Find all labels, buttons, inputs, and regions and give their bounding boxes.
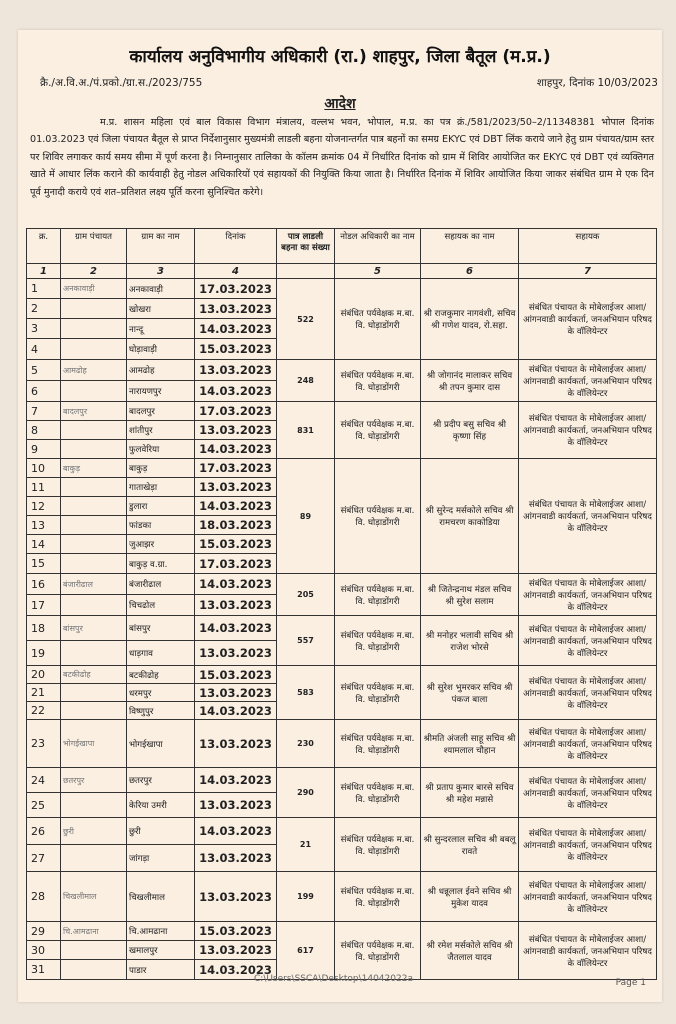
camp-date: 13.03.2023 (195, 872, 277, 922)
assistant-support: संबंधित पंचायत के मोबेलाईजर आशा/आंगनवाडी कार्यकर्ता, जनअभियान परिषद के वॉलियेन्टर (519, 459, 657, 574)
camp-date: 14.03.2023 (195, 440, 277, 459)
camp-date: 15.03.2023 (195, 922, 277, 941)
village-name: डुलारा (127, 497, 195, 516)
camp-date: 14.03.2023 (195, 381, 277, 402)
gram-panchayat (61, 535, 127, 554)
village-name: बंजारीढाल (127, 574, 195, 595)
camp-date: 13.03.2023 (195, 941, 277, 960)
village-name: अनकावाड़ी (127, 279, 195, 299)
serial-number: 16 (27, 574, 61, 595)
serial-number: 2 (27, 299, 61, 319)
camp-schedule-table (26, 228, 657, 980)
column-header: सहायक (519, 229, 657, 264)
nodal-officer: संबंधित पर्यवेक्षक म.बा. वि. घोड़ाडोंगरी (335, 360, 421, 402)
assistant-name: श्री सुरेन्द मर्सकोले सचिव श्री रामचरण काकोडिया (421, 459, 519, 574)
serial-number: 11 (27, 478, 61, 497)
assistant-support: संबंधित पंचायत के मोबेलाईजर आशा/आंगनवाडी कार्यकर्ता, जनअभियान परिषद के वॉलियेन्टर (519, 402, 657, 459)
table-row (27, 818, 657, 845)
camp-date: 13.03.2023 (195, 360, 277, 381)
camp-date: 17.03.2023 (195, 554, 277, 574)
camp-date: 13.03.2023 (195, 478, 277, 497)
village-name: धरमपुर (127, 684, 195, 702)
eligible-count: 230 (277, 720, 335, 768)
camp-date: 15.03.2023 (195, 666, 277, 684)
gram-panchayat (61, 702, 127, 720)
column-number: 1 (27, 264, 61, 279)
village-name: भोगईखापा (127, 720, 195, 768)
table-row (27, 922, 657, 941)
nodal-officer: संबंधित पर्यवेक्षक म.बा. वि. घोड़ाडोंगरी (335, 720, 421, 768)
village-name: केरिया उमरी (127, 793, 195, 818)
column-number: 2 (61, 264, 127, 279)
village-name: छतरपुर (127, 768, 195, 793)
camp-date: 17.03.2023 (195, 459, 277, 478)
serial-number: 22 (27, 702, 61, 720)
serial-number: 6 (27, 381, 61, 402)
serial-number: 29 (27, 922, 61, 941)
table-row (27, 616, 657, 641)
assistant-name: श्रीमति अंजली साहू सचिव श्री श्यामलाल चौहान (421, 720, 519, 768)
village-name: घोड़ावाड़ी (127, 339, 195, 360)
serial-number: 30 (27, 941, 61, 960)
camp-date: 13.03.2023 (195, 845, 277, 872)
assistant-name: श्री सुन्दरलाल सचिव श्री बबलू रावते (421, 818, 519, 872)
serial-number: 14 (27, 535, 61, 554)
village-name: फुलवेरिया (127, 440, 195, 459)
nodal-officer: संबंधित पर्यवेक्षक म.बा. वि. घोड़ाडोंगरी (335, 768, 421, 818)
gram-panchayat (61, 381, 127, 402)
nodal-officer: संबंधित पर्यवेक्षक म.बा. वि. घोड़ाडोंगरी (335, 818, 421, 872)
assistant-support: संबंधित पंचायत के मोबेलाईजर आशा/आंगनवाडी कार्यकर्ता, जनअभियान परिषद के वॉलियेन्टर (519, 360, 657, 402)
gram-panchayat (61, 595, 127, 616)
table-row (27, 360, 657, 381)
gram-panchayat: अनकावाड़ी (61, 279, 127, 299)
eligible-count: 205 (277, 574, 335, 616)
serial-number: 23 (27, 720, 61, 768)
serial-number: 15 (27, 554, 61, 574)
gram-panchayat: भोगईखापा (61, 720, 127, 768)
serial-number: 31 (27, 960, 61, 980)
serial-number: 12 (27, 497, 61, 516)
village-name: जांगड़ा (127, 845, 195, 872)
camp-date: 13.03.2023 (195, 684, 277, 702)
nodal-officer: संबंधित पर्यवेक्षक म.बा. वि. घोड़ाडोंगरी (335, 616, 421, 666)
gram-panchayat (61, 319, 127, 339)
gram-panchayat (61, 339, 127, 360)
gram-panchayat (61, 845, 127, 872)
document-page (18, 30, 662, 1002)
serial-number: 13 (27, 516, 61, 535)
reference-number: क्रै./अ.वि.अ./पं.प्रको./ग्रा.स./2023/755 (40, 77, 203, 89)
table-body (27, 279, 657, 980)
village-name: बादलपुर (127, 402, 195, 421)
table-row (27, 666, 657, 684)
village-name: नारायणपुर (127, 381, 195, 402)
table-row (27, 872, 657, 922)
column-header: सहायक का नाम (421, 229, 519, 264)
gram-panchayat (61, 516, 127, 535)
assistant-name: श्री धन्नूलाल ईवने सचिव श्री मुकेश यादव (421, 872, 519, 922)
camp-date: 14.03.2023 (195, 319, 277, 339)
camp-date: 13.03.2023 (195, 793, 277, 818)
assistant-name: श्री राजकुमार नागवंशी, सचिव श्री गणेश यादव, रो.सहा. (421, 279, 519, 360)
gram-panchayat (61, 960, 127, 980)
village-name: विष्णुपुर (127, 702, 195, 720)
serial-number: 26 (27, 818, 61, 845)
eligible-count: 290 (277, 768, 335, 818)
serial-number: 17 (27, 595, 61, 616)
serial-number: 1 (27, 279, 61, 299)
assistant-support: संबंधित पंचायत के मोबेलाईजर आशा/आंगनवाडी कार्यकर्ता, जनअभियान परिषद के वॉलियेन्टर (519, 279, 657, 360)
eligible-count: 831 (277, 402, 335, 459)
gram-panchayat: चिखलीमाल (61, 872, 127, 922)
serial-number: 28 (27, 872, 61, 922)
eligible-count: 199 (277, 872, 335, 922)
gram-panchayat (61, 793, 127, 818)
table-row (27, 459, 657, 478)
village-name: खोखरा (127, 299, 195, 319)
serial-number: 10 (27, 459, 61, 478)
village-name: चिचढोल (127, 595, 195, 616)
village-name: बटकीढोह (127, 666, 195, 684)
gram-panchayat: बंजारीढाल (61, 574, 127, 595)
assistant-name: श्री रमेश मर्सकोले सचिव श्री जैतलाल यादव (421, 922, 519, 980)
assistant-support: संबंधित पंचायत के मोबेलाईजर आशा/आंगनवाडी कार्यकर्ता, जनअभियान परिषद के वॉलियेन्टर (519, 922, 657, 980)
serial-number: 21 (27, 684, 61, 702)
table-row (27, 402, 657, 421)
column-number: 6 (421, 264, 519, 279)
column-number (277, 264, 335, 279)
camp-date: 14.03.2023 (195, 960, 277, 980)
assistant-name: श्री जोगानंद मालाकर सचिव श्री तपन कुमार दास (421, 360, 519, 402)
gram-panchayat: बादलपुर (61, 402, 127, 421)
column-header: ग्राम पंचायत (61, 229, 127, 264)
assistant-name: श्री सुरेश भुमरकर सचिव श्री पंकज बाला (421, 666, 519, 720)
village-name: नान्दू (127, 319, 195, 339)
eligible-count: 617 (277, 922, 335, 980)
nodal-officer: संबंधित पर्यवेक्षक म.बा. वि. घोड़ाडोंगरी (335, 279, 421, 360)
camp-date: 14.03.2023 (195, 768, 277, 793)
eligible-count: 522 (277, 279, 335, 360)
village-name: धाड़गाव (127, 641, 195, 666)
gram-panchayat (61, 641, 127, 666)
serial-number: 20 (27, 666, 61, 684)
gram-panchayat: छुरी (61, 818, 127, 845)
serial-number: 8 (27, 421, 61, 440)
serial-number: 4 (27, 339, 61, 360)
village-name: जुआझर (127, 535, 195, 554)
column-header: नोडल अधिकारी का नाम (335, 229, 421, 264)
camp-date: 17.03.2023 (195, 279, 277, 299)
village-name: बांसपुर (127, 616, 195, 641)
camp-date: 15.03.2023 (195, 535, 277, 554)
assistant-name: श्री प्रताप कुमार बारसे सचिव श्री महेश मन्नासे (421, 768, 519, 818)
camp-date: 18.03.2023 (195, 516, 277, 535)
camp-date: 13.03.2023 (195, 299, 277, 319)
gram-panchayat (61, 497, 127, 516)
nodal-officer: संबंधित पर्यवेक्षक म.बा. वि. घोड़ाडोंगरी (335, 574, 421, 616)
column-header: क्र. (27, 229, 61, 264)
village-name: चि.आमढाना (127, 922, 195, 941)
assistant-support: संबंधित पंचायत के मोबेलाईजर आशा/आंगनवाडी कार्यकर्ता, जनअभियान परिषद के वॉलियेन्टर (519, 574, 657, 616)
camp-date: 14.03.2023 (195, 702, 277, 720)
serial-number: 7 (27, 402, 61, 421)
camp-date: 14.03.2023 (195, 497, 277, 516)
order-heading: आदेश (324, 96, 356, 112)
column-number: 7 (519, 264, 657, 279)
gram-panchayat: छतरपुर (61, 768, 127, 793)
camp-date: 14.03.2023 (195, 574, 277, 595)
eligible-count: 557 (277, 616, 335, 666)
village-name: बाकुड़ (127, 459, 195, 478)
page-number: Page 1 (615, 978, 646, 988)
table-row (27, 279, 657, 299)
village-name: आमढोह (127, 360, 195, 381)
assistant-name: श्री मनोहर भलावी सचिव श्री राजेश भोरसे (421, 616, 519, 666)
serial-number: 19 (27, 641, 61, 666)
assistant-support: संबंधित पंचायत के मोबेलाईजर आशा/आंगनवाडी कार्यकर्ता, जनअभियान परिषद के वॉलियेन्टर (519, 768, 657, 818)
camp-date: 14.03.2023 (195, 818, 277, 845)
serial-number: 3 (27, 319, 61, 339)
gram-panchayat (61, 440, 127, 459)
eligible-count: 21 (277, 818, 335, 872)
serial-number: 24 (27, 768, 61, 793)
assistant-support: संबंधित पंचायत के मोबेलाईजर आशा/आंगनवाडी कार्यकर्ता, जनअभियान परिषद के वॉलियेन्टर (519, 666, 657, 720)
nodal-officer: संबंधित पर्यवेक्षक म.बा. वि. घोड़ाडोंगरी (335, 666, 421, 720)
village-name: चिखलीमाल (127, 872, 195, 922)
column-number-row (27, 264, 657, 279)
assistant-name: श्री जितेन्द्रनाथ मंडल सचिव श्री सुरेश सलाम (421, 574, 519, 616)
column-header: दिनांक (195, 229, 277, 264)
village-name: पाडार (127, 960, 195, 980)
camp-date: 13.03.2023 (195, 641, 277, 666)
nodal-officer: संबंधित पर्यवेक्षक म.बा. वि. घोड़ाडोंगरी (335, 402, 421, 459)
gram-panchayat (61, 684, 127, 702)
camp-date: 15.03.2023 (195, 339, 277, 360)
serial-number: 18 (27, 616, 61, 641)
village-name: फांडका (127, 516, 195, 535)
office-title: कार्यालय अनुविभागीय अधिकारी (रा.) शाहपुर, जिला बैतूल (म.प्र.) (129, 47, 551, 67)
column-number: 3 (127, 264, 195, 279)
table-row (27, 768, 657, 793)
table-row (27, 574, 657, 595)
gram-panchayat: आमढोह (61, 360, 127, 381)
order-paragraph: म.प्र. शासन महिला एवं बाल विकास विभाग मंत्रालय, वल्लभ भवन, भोपाल, म.प्र. का पत्र क्रं./581/2023/50–2/11348381 भोपाल दिनांक 01.03.2023 एवं जिला पंचायत बैतूल से प्राप्त निर्देशानुसार मुख्यमंत्री लाडली बहना योजनान्तर्गत पात्र बहनों का समग्र EKYC एवं DBT लिंक कराये जाने हेतु ग्राम पंचायत/ग्राम स्तर पर शिविर लगाकर कार्य समय सीमा में पूर्ण करना है। निम्नानुसार तालिका के कॉलम क्रमांक 04 में निर्धारित दिनांक को ग्राम में शिविर आयोजित कर EKYC एवं DBT एवं व्यक्तिगत खाते में आधार लिंक कराने की कार्यवाही हेतु नोडल अधिकारियों एवं सहायकों की नियुक्ति किया जाता है। निर्धारित दिनांक में शिविर आयोजित किया जाकर संबंधित ग्राम मे एक दिन पूर्व मुनादी कराये एवं शत–प्रतिशत लक्ष्य पूर्ति करना सुनिश्चित करेगे। (30, 117, 654, 198)
gram-panchayat (61, 554, 127, 574)
camp-date: 13.03.2023 (195, 720, 277, 768)
gram-panchayat (61, 941, 127, 960)
gram-panchayat: बांसपुर (61, 616, 127, 641)
column-header: पात्र लाडली बहना का संख्या (277, 229, 335, 264)
assistant-support: संबंधित पंचायत के मोबेलाईजर आशा/आंगनवाडी कार्यकर्ता, जनअभियान परिषद के वॉलियेन्टर (519, 720, 657, 768)
gram-panchayat: चि.आमढाना (61, 922, 127, 941)
camp-date: 17.03.2023 (195, 402, 277, 421)
serial-number: 9 (27, 440, 61, 459)
assistant-support: संबंधित पंचायत के मोबेलाईजर आशा/आंगनवाडी कार्यकर्ता, जनअभियान परिषद के वॉलियेन्टर (519, 616, 657, 666)
village-name: गाताखेड़ा (127, 478, 195, 497)
nodal-officer: संबंधित पर्यवेक्षक म.बा. वि. घोड़ाडोंगरी (335, 459, 421, 574)
serial-number: 5 (27, 360, 61, 381)
gram-panchayat: बटकीढोह (61, 666, 127, 684)
village-name: छुरी (127, 818, 195, 845)
nodal-officer: संबंधित पर्यवेक्षक म.बा. वि. घोड़ाडोंगरी (335, 922, 421, 980)
table-row (27, 720, 657, 768)
eligible-count: 583 (277, 666, 335, 720)
table-header-row (27, 229, 657, 264)
gram-panchayat (61, 421, 127, 440)
nodal-officer: संबंधित पर्यवेक्षक म.बा. वि. घोड़ाडोंगरी (335, 872, 421, 922)
camp-date: 14.03.2023 (195, 616, 277, 641)
assistant-support: संबंधित पंचायत के मोबेलाईजर आशा/आंगनवाडी कार्यकर्ता, जनअभियान परिषद के वॉलियेन्टर (519, 872, 657, 922)
column-header: ग्राम का नाम (127, 229, 195, 264)
camp-date: 13.03.2023 (195, 421, 277, 440)
village-name: बाकुड़ व.ग्रा. (127, 554, 195, 574)
gram-panchayat: बाकुड़ (61, 459, 127, 478)
assistant-name: श्री प्रदीप बसु सचिव श्री कृष्णा सिंह (421, 402, 519, 459)
village-name: खमालपुर (127, 941, 195, 960)
eligible-count: 89 (277, 459, 335, 574)
gram-panchayat (61, 478, 127, 497)
serial-number: 25 (27, 793, 61, 818)
assistant-support: संबंधित पंचायत के मोबेलाईजर आशा/आंगनवाडी कार्यकर्ता, जनअभियान परिषद के वॉलियेन्टर (519, 818, 657, 872)
document-date: शाहपुर, दिनांक 10/03/2023 (536, 77, 658, 89)
gram-panchayat (61, 299, 127, 319)
camp-date: 13.03.2023 (195, 595, 277, 616)
file-path-footer: C:\Users\SSCA\Desktop\14042022a (254, 974, 413, 984)
serial-number: 27 (27, 845, 61, 872)
eligible-count: 248 (277, 360, 335, 402)
village-name: शांतीपुर (127, 421, 195, 440)
column-number: 4 (195, 264, 277, 279)
column-number: 5 (335, 264, 421, 279)
